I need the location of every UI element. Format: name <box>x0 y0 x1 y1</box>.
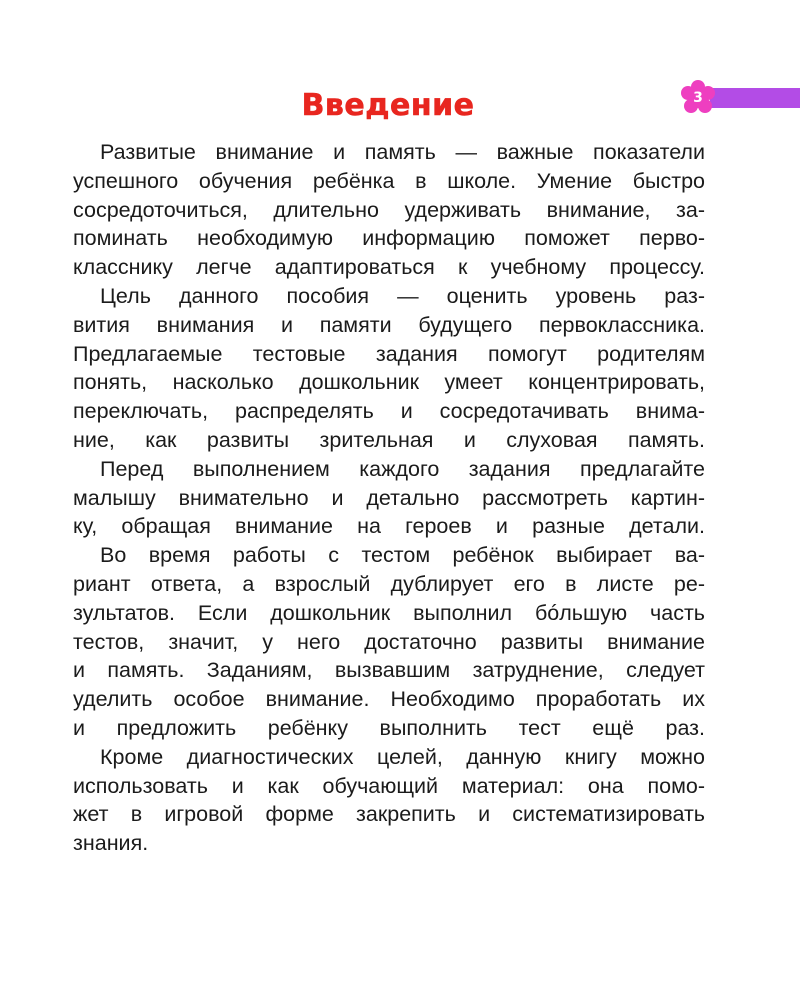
paragraph-4 <box>73 541 705 743</box>
text-line: ку, обращая внимание на героев и разные детали. <box>73 514 705 539</box>
text-line: и память. Заданиям, вызвавшим затруднение, следует <box>73 658 705 683</box>
page-title: Введение <box>301 88 475 123</box>
text-line: класснику легче адаптироваться к учебному процессу. <box>73 255 705 280</box>
text-line: использовать и как обучающий материал: она помо- <box>73 773 705 798</box>
text-line: зультатов. Если дошкольник выполнил бóльшую часть <box>73 600 705 625</box>
text-line: малышу внимательно и детально рассмотреть картин- <box>73 485 705 510</box>
text-line: Развитые внимание и память — важные показатели <box>100 140 705 164</box>
text-line: риант ответа, а взрослый дублирует его в листе ре- <box>73 571 705 596</box>
text-line: сосредоточиться, длительно удерживать внимание, за- <box>73 197 705 222</box>
text-line: успешного обучения ребёнка в школе. Умение быстро <box>73 168 705 193</box>
paragraph-2 <box>73 282 705 455</box>
text-line: понять, насколько дошкольник умеет концентрировать, <box>73 370 705 395</box>
paragraph-5 <box>73 743 705 858</box>
paragraph-1 <box>73 138 705 282</box>
text-line: переключать, распределять и сосредотачивать внима- <box>73 399 705 424</box>
text-line: знания. <box>73 831 149 856</box>
text-line: жет в игровой форме закрепить и систематизировать <box>73 802 705 827</box>
text-line: вития внимания и памяти будущего первоклассника. <box>73 312 705 337</box>
text-line: Предлагаемые тестовые задания помогут родителям <box>73 341 705 366</box>
page-number: 3 <box>693 90 703 106</box>
text-line: Перед выполнением каждого задания предлагайте <box>100 456 705 481</box>
text-line: поминать необходимую информацию поможет перво- <box>73 226 705 251</box>
text-line: ние, как развиты зрительная и слуховая память. <box>73 427 705 452</box>
paragraph-3 <box>73 455 705 541</box>
body-text <box>73 138 705 858</box>
text-line: Кроме диагностических целей, данную книгу можно <box>100 744 705 769</box>
text-line: и предложить ребёнку выполнить тест ещё раз. <box>73 715 705 740</box>
text-line: Цель данного пособия — оценить уровень раз- <box>100 283 705 308</box>
text-line: тестов, значит, у него достаточно развиты внимание <box>73 629 705 654</box>
text-line: уделить особое внимание. Необходимо проработать их <box>73 687 705 712</box>
text-line: Во время работы с тестом ребёнок выбирает ва- <box>100 543 705 568</box>
